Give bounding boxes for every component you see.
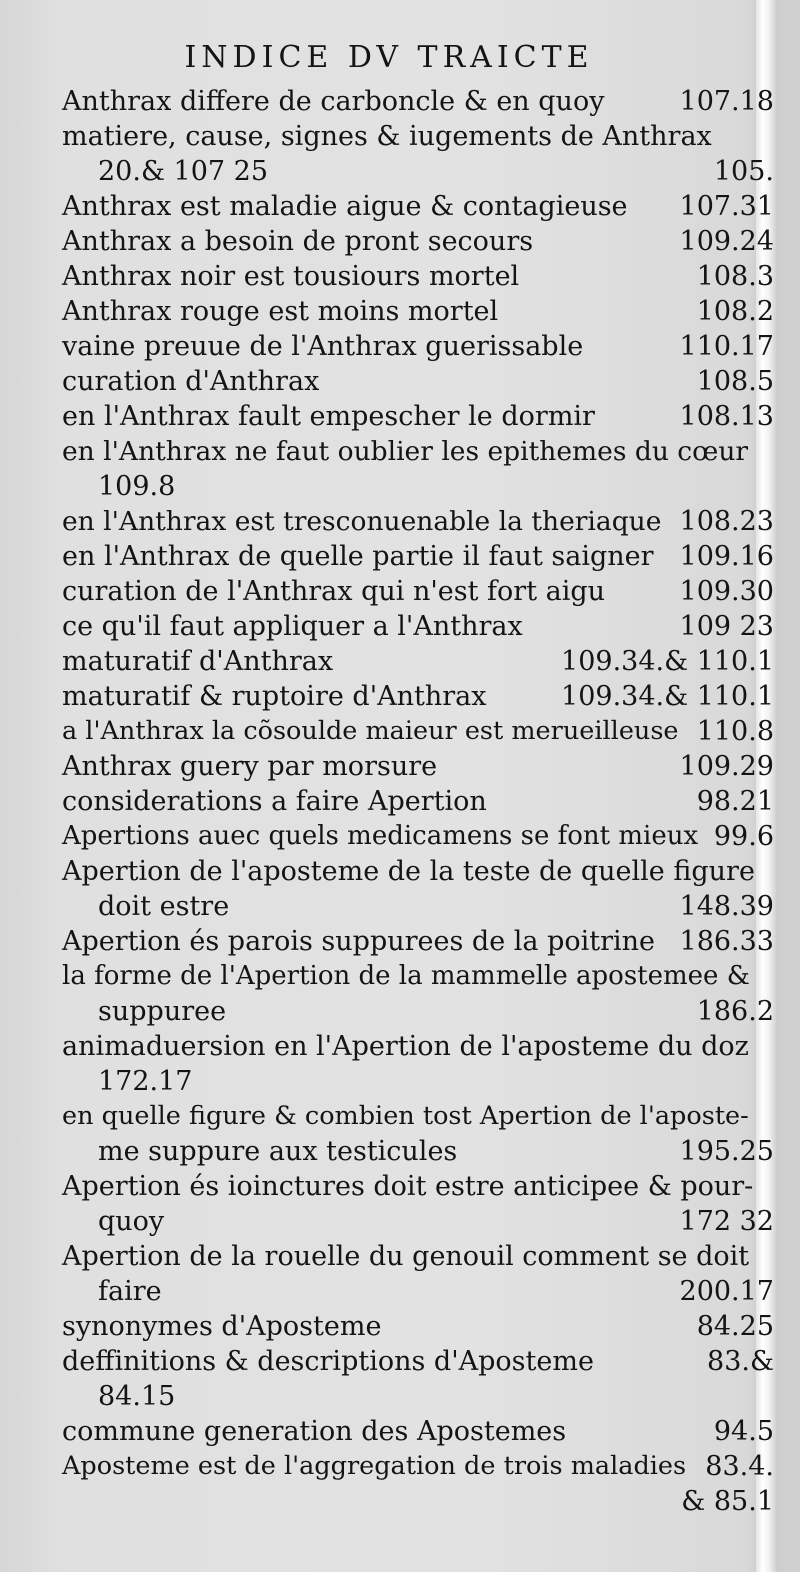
entry-page-ref: 109.30 bbox=[679, 576, 774, 607]
index-entry bbox=[62, 749, 778, 784]
index-entry bbox=[62, 84, 778, 119]
index-entry bbox=[62, 679, 778, 714]
entry-page-ref: 108.13 bbox=[679, 401, 774, 432]
entry-text: maturatif d'Anthrax bbox=[62, 646, 334, 677]
entry-text: commune generation des Apostemes bbox=[62, 1416, 567, 1447]
entry-text: curation d'Anthrax bbox=[62, 366, 320, 397]
index-entries bbox=[62, 84, 778, 1519]
entry-page-ref: 83.& bbox=[707, 1346, 774, 1377]
entry-text: Apertion és ioinctures doit estre anticipee & pour- bbox=[62, 1171, 754, 1202]
index-entry bbox=[62, 364, 778, 399]
entry-text: Anthrax rouge est moins mortel bbox=[62, 296, 499, 327]
index-entry bbox=[62, 1344, 778, 1414]
entry-text: Apertion de la rouelle du genouil comment se doit bbox=[62, 1241, 750, 1272]
entry-page-ref: 107.18 bbox=[679, 86, 774, 117]
entry-page-ref: 108.5 bbox=[696, 366, 774, 397]
entry-page-ref: 94.5 bbox=[713, 1416, 774, 1447]
entry-page-ref: 186.33 bbox=[679, 926, 774, 957]
entry-text: Anthrax a besoin de pront secours bbox=[62, 226, 534, 257]
entry-text: maturatif & ruptoire d'Anthrax bbox=[62, 681, 487, 712]
index-entry bbox=[62, 189, 778, 224]
entry-continuation: suppuree bbox=[98, 996, 227, 1027]
index-entry bbox=[62, 714, 778, 749]
index-entry bbox=[62, 1414, 778, 1449]
index-entry bbox=[62, 854, 778, 924]
index-entry bbox=[62, 294, 778, 329]
entry-continuation: quoy bbox=[98, 1206, 165, 1237]
entry-page-ref: 110.17 bbox=[679, 331, 774, 362]
entry-page-ref: 108.2 bbox=[696, 296, 774, 327]
entry-page-ref: 98.21 bbox=[696, 786, 774, 817]
index-entry bbox=[62, 924, 778, 959]
entry-page-ref: 172 32 bbox=[679, 1206, 774, 1237]
index-entry bbox=[62, 1099, 778, 1169]
index-entry bbox=[62, 224, 778, 259]
index-entry bbox=[62, 259, 778, 294]
index-entry bbox=[62, 1239, 778, 1309]
entry-page-ref: 84.25 bbox=[696, 1311, 774, 1342]
running-header: INDICE DV TRAICTE bbox=[184, 40, 594, 75]
entry-page-ref: 195.25 bbox=[679, 1136, 774, 1167]
entry-text: en l'Anthrax ne faut oublier les epithemes du cœur bbox=[62, 436, 749, 467]
index-entry bbox=[62, 434, 778, 504]
entry-continuation: doit estre bbox=[98, 891, 230, 922]
index-entry bbox=[62, 329, 778, 364]
entry-text: Aposteme est de l'aggregation de trois maladies bbox=[62, 1451, 687, 1481]
entry-page-ref: 110.8 bbox=[696, 716, 774, 747]
index-entry bbox=[62, 539, 778, 574]
entry-text: curation de l'Anthrax qui n'est fort aigu bbox=[62, 576, 606, 607]
entry-page-ref: & 85.1 bbox=[681, 1486, 774, 1517]
entry-page-ref: 109.29 bbox=[679, 751, 774, 782]
entry-page-ref: 108.23 bbox=[679, 506, 774, 537]
entry-continuation: 109.8 bbox=[98, 471, 176, 502]
entry-page-ref: 200.17 bbox=[679, 1276, 774, 1307]
index-entry bbox=[62, 819, 778, 854]
entry-text: Apertions auec quels medicamens se font mieux bbox=[62, 821, 699, 851]
entry-text: a l'Anthrax la cõsoulde maieur est merueilleuse bbox=[62, 716, 679, 746]
entry-text: Apertion de l'aposteme de la teste de quelle figure bbox=[62, 856, 755, 887]
entry-page-ref: 186.2 bbox=[696, 996, 774, 1027]
index-entry bbox=[62, 574, 778, 609]
entry-text: en l'Anthrax est tresconuenable la theriaque bbox=[62, 506, 662, 537]
entry-continuation: faire bbox=[98, 1276, 162, 1307]
entry-text: Anthrax guery par morsure bbox=[62, 751, 438, 782]
index-entry bbox=[62, 644, 778, 679]
index-entry bbox=[62, 609, 778, 644]
index-entry bbox=[62, 504, 778, 539]
entry-continuation: 20.& 107 25 bbox=[98, 156, 269, 187]
entry-text: animaduersion en l'Apertion de l'aposteme du doz bbox=[62, 1031, 749, 1062]
entry-page-ref: 109.24 bbox=[679, 226, 774, 257]
entry-page-ref: 148.39 bbox=[679, 891, 774, 922]
entry-text: Anthrax est maladie aigue & contagieuse bbox=[62, 191, 628, 222]
entry-page-ref: 107.31 bbox=[679, 191, 774, 222]
index-entry bbox=[62, 784, 778, 819]
entry-text: deffinitions & descriptions d'Aposteme bbox=[62, 1346, 594, 1377]
entry-text: considerations a faire Apertion bbox=[62, 786, 487, 817]
index-entry bbox=[62, 399, 778, 434]
entry-text: vaine preuue de l'Anthrax guerissable bbox=[62, 331, 584, 362]
entry-text: Apertion és parois suppurees de la poitrine bbox=[62, 926, 656, 957]
entry-text: synonymes d'Aposteme bbox=[62, 1311, 382, 1342]
entry-text: matiere, cause, signes & iugements de Anthrax bbox=[62, 121, 712, 152]
entry-page-ref: 109.16 bbox=[679, 541, 774, 572]
entry-page-ref: 83.4. bbox=[705, 1451, 774, 1482]
entry-page-ref: 108.3 bbox=[696, 261, 774, 292]
index-entry bbox=[62, 1169, 778, 1239]
entry-text: ce qu'il faut appliquer a l'Anthrax bbox=[62, 611, 523, 642]
entry-continuation: me suppure aux testicules bbox=[98, 1136, 458, 1167]
entry-text: Anthrax differe de carboncle & en quoy bbox=[62, 86, 605, 117]
entry-text: la forme de l'Apertion de la mammelle apostemee & bbox=[62, 961, 750, 991]
index-entry bbox=[62, 1029, 778, 1099]
entry-page-ref: 99.6 bbox=[713, 821, 774, 852]
index-entry bbox=[62, 959, 778, 1029]
index-entry bbox=[62, 1309, 778, 1344]
index-entry bbox=[62, 1449, 778, 1519]
entry-page-ref: 105. bbox=[713, 156, 774, 187]
entry-continuation: 172.17 bbox=[98, 1066, 193, 1097]
entry-text: en l'Anthrax fault empescher le dormir bbox=[62, 401, 595, 432]
entry-page-ref: 109.34.& 110.1 bbox=[561, 646, 774, 677]
entry-text: Anthrax noir est tousiours mortel bbox=[62, 261, 520, 292]
index-entry bbox=[62, 119, 778, 189]
entry-page-ref: 109 23 bbox=[679, 611, 774, 642]
entry-page-ref: 109.34.& 110.1 bbox=[561, 681, 774, 712]
entry-text: en l'Anthrax de quelle partie il faut saigner bbox=[62, 541, 654, 572]
entry-continuation: 84.15 bbox=[98, 1381, 176, 1412]
entry-text: en quelle figure & combien tost Apertion de l'aposte- bbox=[62, 1101, 749, 1131]
